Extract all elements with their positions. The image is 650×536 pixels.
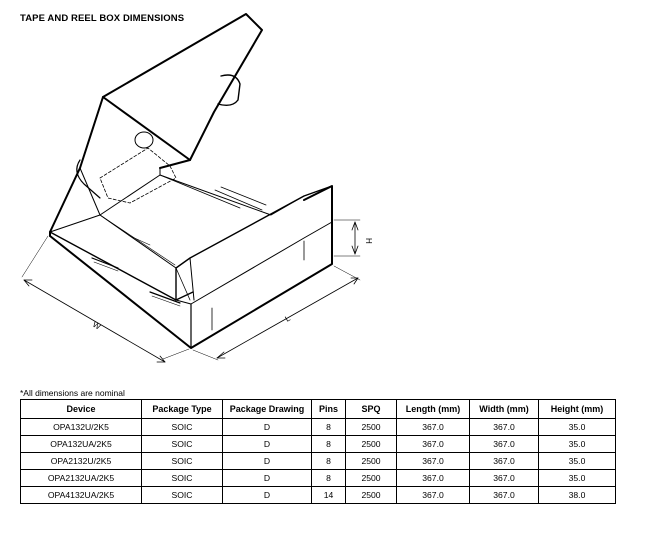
cell-height: 35.0 xyxy=(539,453,616,470)
box-lid xyxy=(50,97,190,232)
height-label: H xyxy=(364,238,373,244)
header-package-drawing: Package Drawing xyxy=(223,400,312,419)
cell-height: 35.0 xyxy=(539,436,616,453)
table-row xyxy=(21,470,616,487)
header-width: Width (mm) xyxy=(470,400,539,419)
cell-spq: 2500 xyxy=(346,419,397,436)
cell-package-drawing: D xyxy=(223,470,312,487)
length-label: L xyxy=(283,313,292,324)
cell-width: 367.0 xyxy=(470,487,539,504)
lid-hole xyxy=(135,132,153,148)
cell-package-drawing: D xyxy=(223,419,312,436)
cell-package-type: SOIC xyxy=(142,419,223,436)
cell-width: 367.0 xyxy=(470,436,539,453)
cell-length: 367.0 xyxy=(397,453,470,470)
page-title: TAPE AND REEL BOX DIMENSIONS xyxy=(20,13,185,24)
cell-device: OPA2132U/2K5 xyxy=(21,453,142,470)
width-label: W xyxy=(91,319,103,332)
header-length: Length (mm) xyxy=(397,400,470,419)
cell-package-drawing: D xyxy=(223,453,312,470)
cell-width: 367.0 xyxy=(470,453,539,470)
table-header-row xyxy=(21,400,616,419)
header-device: Device xyxy=(21,400,142,419)
cell-height: 35.0 xyxy=(539,419,616,436)
cell-pins: 8 xyxy=(312,436,346,453)
cell-pins: 8 xyxy=(312,419,346,436)
box-front-flap xyxy=(176,186,332,300)
cell-length: 367.0 xyxy=(397,419,470,436)
cell-height: 38.0 xyxy=(539,487,616,504)
cell-height: 35.0 xyxy=(539,470,616,487)
cell-length: 367.0 xyxy=(397,436,470,453)
table-row xyxy=(21,419,616,436)
cell-spq: 2500 xyxy=(346,470,397,487)
label-area xyxy=(100,148,176,203)
cell-package-type: SOIC xyxy=(142,470,223,487)
cell-package-drawing: D xyxy=(223,436,312,453)
cell-package-type: SOIC xyxy=(142,487,223,504)
cell-pins: 8 xyxy=(312,453,346,470)
table-row xyxy=(21,487,616,504)
cell-spq: 2500 xyxy=(346,487,397,504)
cell-device: OPA132U/2K5 xyxy=(21,419,142,436)
cell-spq: 2500 xyxy=(346,453,397,470)
header-pins: Pins xyxy=(312,400,346,419)
dimensions-note: *All dimensions are nominal xyxy=(20,388,125,398)
cell-device: OPA132UA/2K5 xyxy=(21,436,142,453)
cell-pins: 8 xyxy=(312,470,346,487)
table-row xyxy=(21,453,616,470)
dimensions-table xyxy=(20,399,616,504)
cell-package-drawing: D xyxy=(223,487,312,504)
table-row xyxy=(21,436,616,453)
cell-length: 367.0 xyxy=(397,470,470,487)
cell-length: 367.0 xyxy=(397,487,470,504)
cell-package-type: SOIC xyxy=(142,436,223,453)
cell-package-type: SOIC xyxy=(142,453,223,470)
cell-pins: 14 xyxy=(312,487,346,504)
header-spq: SPQ xyxy=(346,400,397,419)
cell-width: 367.0 xyxy=(470,470,539,487)
header-height: Height (mm) xyxy=(539,400,616,419)
cell-device: OPA4132UA/2K5 xyxy=(21,487,142,504)
header-package-type: Package Type xyxy=(142,400,223,419)
box-front-left-top-edge xyxy=(50,232,193,300)
cell-device: OPA2132UA/2K5 xyxy=(21,470,142,487)
cell-width: 367.0 xyxy=(470,419,539,436)
cell-spq: 2500 xyxy=(346,436,397,453)
